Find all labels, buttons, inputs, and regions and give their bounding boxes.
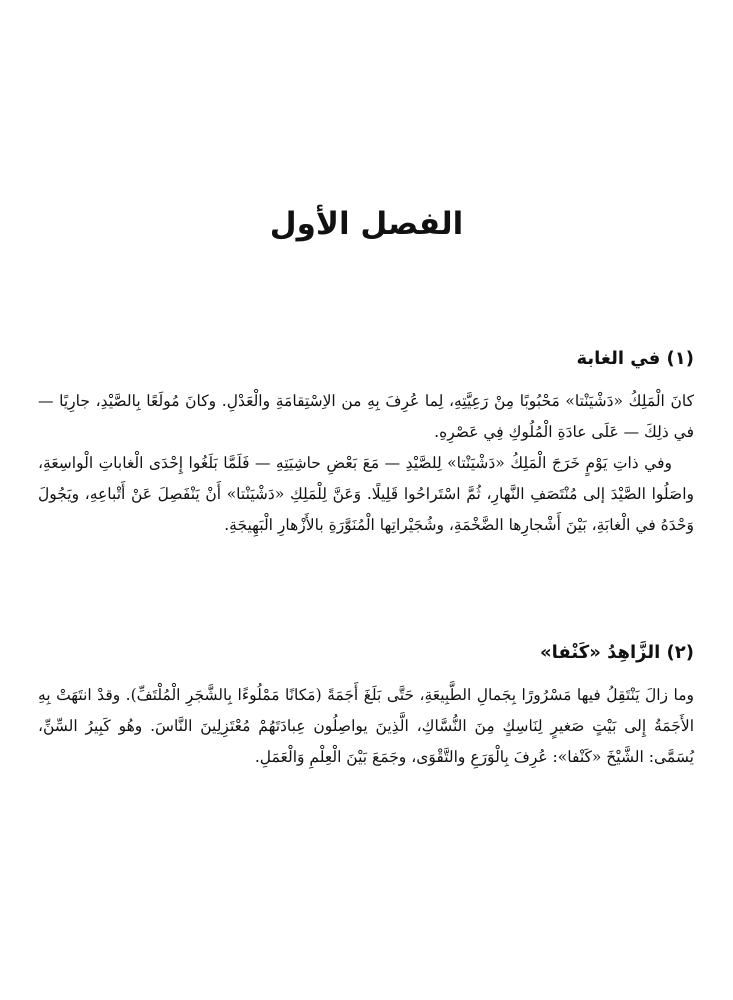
chapter-title: الفصل الأول: [269, 206, 464, 242]
section-in-the-forest: [38, 342, 694, 541]
section-the-ascetic-kanfa: [38, 636, 694, 773]
paragraph: كانَ الْمَلِكُ «دَشْيَنْتا» مَحْبُوبًا مِنْ رَعِيَّتِهِ، لِما عُرِفَ بِهِ من الاِسْتِقامَةِ والْعَدْلِ. وكانَ مُولَعًا بِالصَّيْدِ، جارِيًا — في ذلِكَ — عَلَى عادَةِ الْمُلُوكِ فِي عَصْرِهِ.: [38, 392, 694, 441]
section-heading: (١) في الغابة: [576, 348, 694, 369]
paragraph: وفي ذاتِ يَوْمٍ خَرَجَ الْمَلِكُ «دَشْيَنْتا» لِلصَّيْدِ — مَعَ بَعْضِ حاشِيَتِهِ — فَلَمَّا بَلَغُوا إِحْدَى الْغاباتِ الْواسِعَةِ، واصَلُوا الصَّيْدَ إلى مُنْتَصَفِ النَّهارِ، ثُمَّ اسْتَراحُوا قَلِيلًا. وَعَنَّ لِلْمَلِكِ «دَشْيَنْتا» أَنْ يَنْفَصِلَ عَنْ أَتْباعِهِ، ويَجُولَ وَحْدَهُ في الْغابَةِ، بَيْنَ أَشْجارِها الضَّخْمَةِ، وشُجَيْراتِها الْمُنَوَّرَةِ بالأَزْهارِ الْبَهِيجَةِ.: [38, 454, 694, 534]
section-heading: (٢) الزَّاهِدُ «كَنْفا»: [540, 642, 694, 663]
paragraph: وما زالَ يَنْتَقِلُ فيها مَسْرُورًا بِجَمالِ الطَّبِيعَةِ، حَتَّى بَلَغَ أَجَمَةً (مَكانًا مَمْلُوءًا بِالشَّجَرِ الْمُلْتَفِّ). وقدْ انتَهَتْ بِهِ الأَجَمَةُ إِلى بَيْتٍ صَغيرٍ لِنَاسِكٍ مِنَ النُّسَّاكِ، الَّذِينَ يواصِلُون عِبادَتَهُمْ مُعْتَزِلِينَ النَّاسَ. وهُو كَبِيرُ السِّنِّ، يُسَمَّى: الشَّيْخَ «كَنْفا»: عُرِفَ بِالْوَرَعِ والتَّقْوَى، وجَمَعَ بَيْنَ الْعِلْمِ وَالْعَمَلِ.: [38, 686, 694, 766]
